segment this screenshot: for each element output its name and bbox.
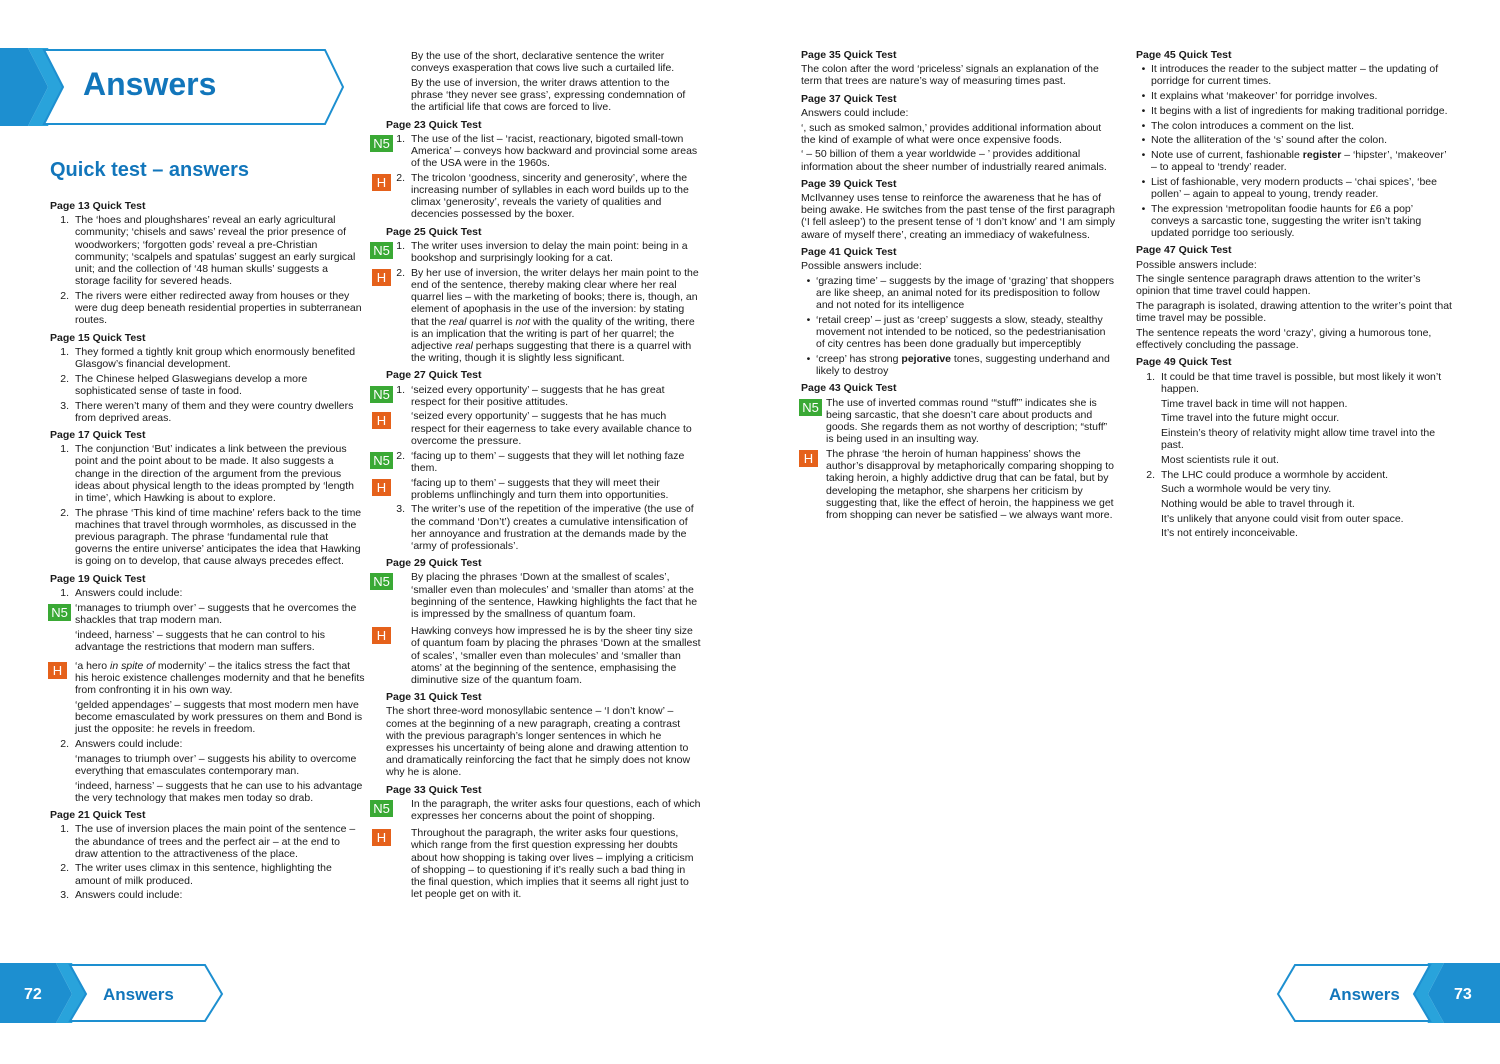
list-item: • ‘grazing time’ – suggests by the image of ‘grazing’ that shoppers are like sheep, an animal noted for its predisposition to follow and not noted for its intelligence (806, 274, 1115, 312)
column-3: Page 35 Quick Test The colon after the word ‘priceless’ signals an explanation of the term that trees are nature’s way of measuring times past. Page 37 Quick Test Answers could include: ‘, such as smoked salmon,’ provides additional information about the kind of example of what were once expensive foods. ‘ – 50 billion of them a year worldwide – ’ provides additional information about the sheer number of industrially reared animals. Page 39 Quick Test McIlvanney uses tense to reinforce the awareness that he has of being awake. He switches from the past tense of the first paragraph (‘I fell asleep’) to the present tense of ‘I don’t know’ and ‘I am simply aware of myself there’, creating an immediacy of wakefulness. Page 41 Quick Test Possible answers include: • ‘grazing time’ – suggests by the image of ‘grazing’ that shoppers are like sheep, an animal noted for its predisposition to follow and not noted for its intelligence • ‘retail creep’ – just as ‘creep’ suggests a slow, steady, stealthy movement not intended to be noticed, so the pedestrianisation of city centres has been done gradually but imperceptibly • ‘creep’ has strong pejorative tones, suggesting underhand and likely to destroy Page 43 Quick Test N5 The use of inverted commas round ‘“stuff”’ indicates she is being sarcastic, that she doesn’t care about products and goods. She regards them as not worthy of description; “stuff” is being used in an insulting way. H The phrase ‘the heroin of human happiness’ shows the author’s disapproval by metaphorically comparing shopping to taking heroin, a highly addictive drug that can be fatal, but by developing the metaphor, she sharpens her criticism by suggesting that, like the effect of heroin, the happiness we get from shopping can never be satisfied – we always want more. (801, 49, 1116, 521)
heading-page-47: Page 47 Quick Test (1136, 244, 1232, 257)
h-answer: H ‘seized every opportunity’ – suggests that he has much respect for their eagerness to take every available chance to overcome the pressure. (386, 410, 701, 447)
h-answer: H 2. By her use of inversion, the writer delays her main point to the end of the sentence, thereby making clear where her real quarrel lies – with the marketing of books; there is, though, an element of apophasis in the use of the inversion: by stating that the real quarrel is not with the quality of the writing, there is an implication that the writing is part of her quarrel; the adjective real perhaps suggesting that there is a quarrel with the writing, though it is slightly less significant. (386, 267, 701, 365)
list-item: • The colon introduces a comment on the list. (1141, 119, 1355, 132)
list-item: 3. There weren’t many of them and they were country dwellers from deprived areas. (60, 399, 354, 424)
h-answer: H The phrase ‘the heroin of human happiness’ shows the author’s disapproval by metaphorically comparing shopping to taking heroin, a highly addictive drug that can be fatal, but by developing the metaphor, she sharpens her criticism by suggesting that, like the effect of heroin, the happiness we get from shopping can never be satisfied – we always want more. (801, 448, 1116, 521)
column-1: Page 13 Quick Test 1. The ‘hoes and ploughshares’ reveal an early agricultural community; ‘chisels and saws’ reveal the prior presence of woodworkers; ‘forgotten gods’ reveal a pre-Christian community; ‘scalpels and spatulas’ suggest an early surgical unit; and the collection of ‘48 human skulls’ suggests a storage facility for severed heads. 2. The rivers were either redirected away from houses or they were dug deep beneath residential properties in subterranean routes. Page 15 Quick Test 1. They formed a tightly knit group which enormously benefited Glasgow’s financial development. 2. The Chinese helped Glaswegians develop a more sophisticated sense of taste in food. 3. There weren’t many of them and they were country dwellers from deprived areas. Page 17 Quick Test 1. The conjunction ‘But’ indicates a link between the previous point and the point about to be made. It also suggests a change in the direction of the argument from the previous ideas about physical length to the ideas prompted by ‘length in time’, which Hawking is about to explore. 2. The phrase ‘This kind of time machine’ refers back to the time machines that travel through wormholes, as discussed in the previous paragraph. The phrase ‘fundamental rule that governs the entire universe’ anticipates the idea that Hawking is going on to develop, that cause always precedes effect. Page 19 Quick Test 1. Answers could include: N5 ‘manages to triumph over’ – suggests that he overcomes the shackles that trap modern man. ‘indeed, harness’ – suggests that he can control to his advantage the restrictions that modern man suffers. H ‘a hero in spite of modernity’ – the italics stress the fact that his heroic existence challenges modernity and that he benefits from confronting it in his own way. ‘gelded appendages’ – suggests that most modern men have become emasculated by work pressures on them and Bond is just the opposite: he revels in freedom. 2. Answers could include: ‘manages to triumph over’ – suggests his ability to overcome everything that emasculates contemporary man. ‘indeed, harness’ – suggests that he can use to his advantage the very technology that makes men today so drab. Page 21 Quick Test 1. The use of inversion places the main point of the sentence – the abundance of trees and the perfect air – at the end to draw attention to the attractiveness of the place. 2. The writer uses climax in this sentence, highlighting the amount of milk produced. 3. Answers could include: (50, 200, 365, 902)
list-item: • It begins with a list of ingredients for making traditional porridge. (1141, 104, 1448, 117)
n5-answer: N5 1. The use of the list – ‘racist, reactionary, bigoted small-town America’ – conveys how backward and provincial some areas of the USA were in the 1960s. (386, 133, 701, 170)
list-item: 2. The LHC could produce a wormhole by accident. (1146, 468, 1389, 481)
list-item: 1. It could be that time travel is possible, but most likely it won’t happen. (1146, 370, 1442, 395)
heading-page-39: Page 39 Quick Test (801, 177, 897, 190)
heading-page-49: Page 49 Quick Test (1136, 356, 1232, 369)
list-item: 1. The conjunction ‘But’ indicates a link between the previous point and the point about to be made. It also suggests a change in the direction of the argument from the previous ideas about physical length to the ideas prompted by ‘length in time’, which Hawking is about to explore. (60, 443, 355, 504)
n5-answer: N5 By placing the phrases ‘Down at the smallest of scales’, ‘smaller even than molecules’ and ‘smaller than atoms’ at the beginning of the sentence, Hawking highlights the fact that he is impressed by the smallness of quantum foam. (386, 571, 701, 620)
n5-answer: N5 The use of inverted commas round ‘“stuff”’ indicates she is being sarcastic, that she doesn’t care about products and goods. She regards them as not worthy of description; “stuff” is being used in an insulting way. (801, 397, 1116, 446)
n5-badge: N5 (48, 604, 71, 621)
n5-badge: N5 (799, 399, 822, 416)
n5-badge: N5 (370, 242, 393, 259)
list-item: • It introduces the reader to the subject matter – the updating of porridge for current times. (1141, 63, 1439, 88)
heading-page-23: Page 23 Quick Test (386, 118, 482, 131)
h-answer: H ‘facing up to them’ – suggests that they will meet their problems unflinchingly and turn them into opportunities. (386, 477, 701, 501)
heading-page-45: Page 45 Quick Test (1136, 49, 1232, 61)
heading-page-43: Page 43 Quick Test (801, 382, 897, 395)
heading-page-27: Page 27 Quick Test (386, 369, 482, 382)
n5-badge: N5 (370, 800, 393, 817)
heading-page-37: Page 37 Quick Test (801, 92, 897, 105)
n5-badge: N5 (370, 573, 393, 590)
list-item: 2. The Chinese helped Glaswegians develop a more sophisticated sense of taste in food. (60, 372, 308, 397)
n5-badge: N5 (370, 135, 393, 152)
h-badge: H (372, 627, 391, 644)
heading-page-41: Page 41 Quick Test (801, 245, 897, 258)
list-item: • ‘creep’ has strong pejorative tones, suggesting underhand and likely to destroy (806, 352, 1110, 378)
heading-page-29: Page 29 Quick Test (386, 557, 482, 570)
page-number-right: 73 (1454, 986, 1472, 1003)
list-item: 3. The writer’s use of the repetition of the imperative (the use of the command ‘Don’t’) creates a cumulative intensification of her annoyance and frustration at the demands made by the ‘army of professionals’. (396, 503, 694, 553)
list-item: 2. Answers could include: (60, 738, 183, 751)
page-title: Answers (83, 66, 217, 102)
section-subtitle: Quick test – answers (50, 159, 249, 181)
list-item: • Note the alliteration of the ‘s’ sound after the colon. (1141, 134, 1388, 147)
heading-page-25: Page 25 Quick Test (386, 225, 482, 238)
list-item: 1. The ‘hoes and ploughshares’ reveal an early agricultural community; ‘chisels and saws’ reveal the prior presence of woodworkers; ‘forgotten gods’ reveal a pre-Christian community; ‘scalpels and spatulas’ suggest an early surgical unit; and the collection of ‘48 human skulls’ suggests a storage facility for severed heads. (60, 214, 356, 288)
list-item: 1. They formed a tightly knit group which enormously benefited Glasgow’s financial development. (60, 345, 356, 370)
list-item: 1. The use of inversion places the main point of the sentence – the abundance of trees and the perfect air – at the end to draw attention to the attractiveness of the place. (60, 823, 356, 860)
h-answer: H Throughout the paragraph, the writer asks four questions, which range from the first question expressing her doubts about how shopping is taking over lives – implying a criticism of shopping – to questioning if it’s really such a bad thing in the final question, which implies that it seems all right just to let people get on with it. (386, 827, 701, 900)
n5-answer: N5 2. ‘facing up to them’ – suggests that they will let nothing faze them. (386, 450, 701, 474)
n5-answer: N5 1. ‘seized every opportunity’ – suggests that he has great respect for their positive attitudes. (386, 384, 701, 408)
list-item: 2. The rivers were either redirected away from houses or they were dug deep beneath residential properties in subterranean routes. (60, 289, 362, 327)
list-item: 3. Answers could include: (60, 889, 183, 902)
h-badge: H (372, 829, 391, 846)
footer-label-left: Answers (103, 985, 174, 1004)
list-item: 1. Answers could include: (60, 586, 183, 599)
heading-page-15: Page 15 Quick Test (50, 331, 146, 344)
h-answer: H 2. The tricolon ‘goodness, sincerity and generosity’, where the increasing number of syllables in each word builds up to the climax ‘generosity’, reveals the variety of qualities and decencies possessed by the boxer. (386, 172, 701, 221)
list-item: 2. The writer uses climax in this sentence, highlighting the amount of milk produced. (60, 862, 332, 887)
column-4: Page 45 Quick Test • It introduces the reader to the subject matter – the updating of porridge for current times. • It explains what ‘makeover’ for porridge involves. • It begins with a list of ingredients for making traditional porridge. • The colon introduces a comment on the list. • Note the alliteration of the ‘s’ sound after the colon. • Note use of current, fashionable register – ‘hipster’, ‘makeover’ – to appeal to ‘trendy’ reader. • List of fashionable, very modern products – ‘chai spices’, ‘bee pollen’ – again to appeal to young, trendy reader. • The expression ‘metropolitan foodie haunts for £6 a pop’ conveys a sarcastic tone, suggesting the writer isn’t taking updated porridge too seriously. Page 47 Quick Test Possible answers include: The single sentence paragraph draws attention to the writer’s opinion that time travel could happen. The paragraph is isolated, drawing attention to the writer’s point that time travel may be possible. The sentence repeats the word ‘crazy’, giving a humorous tone, effectively concluding the passage. Page 49 Quick Test 1. It could be that time travel is possible, but most likely it won’t happen. Time travel back in time will not happen. Time travel into the future might occur. Einstein’s theory of relativity might allow time travel into the past. Most scientists rule it out. 2. The LHC could produce a wormhole by accident. Such a wormhole would be very tiny. Nothing would be able to travel through it. It’s unlikely that anyone could visit from outer space. It’s not entirely inconceivable. (1136, 49, 1452, 540)
h-badge: H (372, 174, 391, 191)
heading-page-21: Page 21 Quick Test (50, 809, 146, 822)
page-number-left: 72 (24, 986, 42, 1003)
heading-page-31: Page 31 Quick Test (386, 691, 482, 704)
list-item: • Note use of current, fashionable register – ‘hipster’, ‘makeover’ – to appeal to ‘trendy’ reader. (1141, 148, 1447, 174)
n5-answer: N5 ‘manages to triumph over’ – suggests that he overcomes the shackles that trap modern man. ‘indeed, harness’ – suggests that he can control to his advantage the restrictions that modern man suffers. (50, 602, 365, 653)
list-item: 2. The phrase ‘This kind of time machine’ refers back to the time machines that travel through wormholes, as discussed in the previous paragraph. The phrase ‘fundamental rule that governs the entire universe’ anticipates the idea that Hawking is going on to develop, that cause always precedes effect. (60, 506, 362, 568)
h-badge: H (372, 412, 391, 429)
heading-page-19: Page 19 Quick Test (50, 572, 146, 585)
n5-answer: N5 1. The writer uses inversion to delay the main point: being in a bookshop and surprisingly looking for a cat. (386, 240, 701, 264)
h-badge: H (372, 479, 391, 496)
heading-page-13: Page 13 Quick Test (50, 200, 146, 212)
list-item: • It explains what ‘makeover’ for porridge involves. (1141, 90, 1378, 103)
heading-page-35: Page 35 Quick Test (801, 49, 897, 61)
list-item: • List of fashionable, very modern products – ‘chai spices’, ‘bee pollen’ – again to appeal to young, trendy reader. (1141, 175, 1437, 201)
heading-page-17: Page 17 Quick Test (50, 428, 146, 441)
list-item: • ‘retail creep’ – just as ‘creep’ suggests a slow, steady, stealthy movement not intended to be noticed, so the pedestrianisation of city centres has been done gradually but imperceptibly (806, 313, 1106, 351)
h-badge: H (799, 450, 818, 467)
footer-label-right: Answers (1329, 985, 1400, 1004)
list-item: • The expression ‘metropolitan foodie haunts for £6 a pop’ conveys a sarcastic tone, suggesting the writer isn’t taking updated porridge too seriously. (1141, 202, 1422, 240)
column-2: By the use of the short, declarative sentence the writer conveys exasperation that cows live such a curtailed life. By the use of inversion, the writer draws attention to the phrase ‘they never see grass’, expressing condemnation of the artificial life that cows are forced to live. Page 23 Quick Test N5 1. The use of the list – ‘racist, reactionary, bigoted small-town America’ – conveys how backward and provincial some areas of the USA were in the 1960s. H 2. The tricolon ‘goodness, sincerity and generosity’, where the increasing number of syllables in each word builds up to the climax ‘generosity’, reveals the variety of qualities and decencies possessed by the boxer. Page 25 Quick Test N5 1. The writer uses inversion to delay the main point: being in a bookshop and surprisingly looking for a cat. H 2. By her use of inversion, the writer delays her main point to the end of the sentence, thereby making clear where her real quarrel lies – with the marketing of books; there is, though, an element of apophasis in the use of the inversion: by stating that the real quarrel is not with the quality of the writing, there is an implication that the writing is part of her quarrel; the adjective real perhaps suggesting that there is a quarrel with the writing, though it is slightly less significant. Page 27 Quick Test N5 1. ‘seized every opportunity’ – suggests that he has great respect for their positive attitudes. H ‘seized every opportunity’ – suggests that he has much respect for their eagerness to take every available chance to overcome the pressure. N5 2. ‘facing up to them’ – suggests that they will let nothing faze them. H ‘facing up to them’ – suggests that they will meet their problems unflinchingly and turn them into opportunities. 3. The writer’s use of the repetition of the imperative (the use of the command ‘Don’t’) creates a cumulative intensification of her annoyance and frustration at the demands made by the ‘army of professionals’. Page 29 Quick Test N5 By placing the phrases ‘Down at the smallest of scales’, ‘smaller even than molecules’ and ‘smaller than atoms’ at the beginning of the sentence, Hawking highlights the fact that he is impressed by the smallness of quantum foam. H Hawking conveys how impressed he is by the sheer tiny size of quantum foam by placing the phrases ‘Down at the smallest of scales’, ‘smaller even than molecules’ and ‘smaller than atoms’ at the beginning of the sentence, emphasising the diminutive size of the quantum foam. Page 31 Quick Test The short three-word monosyllabic sentence – ‘I don’t know’ – comes at the beginning of a new paragraph, creating a contrast with the previous paragraph’s longer sentences in which he expresses his uncertainty of being alone and drawing attention to and dramatically reinforcing the fact that he simply does not know why he is alone. Page 33 Quick Test N5 In the paragraph, the writer asks four questions, each of which expresses her concerns about the point of shopping. H Throughout the paragraph, the writer asks four questions, which range from the first question expressing her doubts about how shopping is taking over lives – implying a criticism of shopping – to questioning if it’s really such a bad thing in the final question, which implies that it seems all right just to let people get on with it. (386, 50, 701, 903)
h-badge: H (372, 269, 391, 286)
n5-badge: N5 (370, 386, 393, 403)
n5-answer: N5 In the paragraph, the writer asks four questions, each of which expresses her concerns about the point of shopping. (386, 798, 701, 822)
h-answer: H ‘a hero in spite of modernity’ – the italics stress the fact that his heroic existence challenges modernity and that he benefits from confronting it in his own way. ‘gelded appendages’ – suggests that most modern men have become emasculated by work pressures on them and Bond is just the opposite: he revels in freedom. (50, 660, 365, 736)
h-answer: H Hawking conveys how impressed he is by the sheer tiny size of quantum foam by placing the phrases ‘Down at the smallest of scales’, ‘smaller even than molecules’ and ‘smaller than atoms’ at the beginning of the sentence, emphasising the diminutive size of the quantum foam. (386, 625, 701, 686)
heading-page-33: Page 33 Quick Test (386, 783, 482, 796)
n5-badge: N5 (370, 452, 393, 469)
h-badge: H (48, 662, 67, 679)
